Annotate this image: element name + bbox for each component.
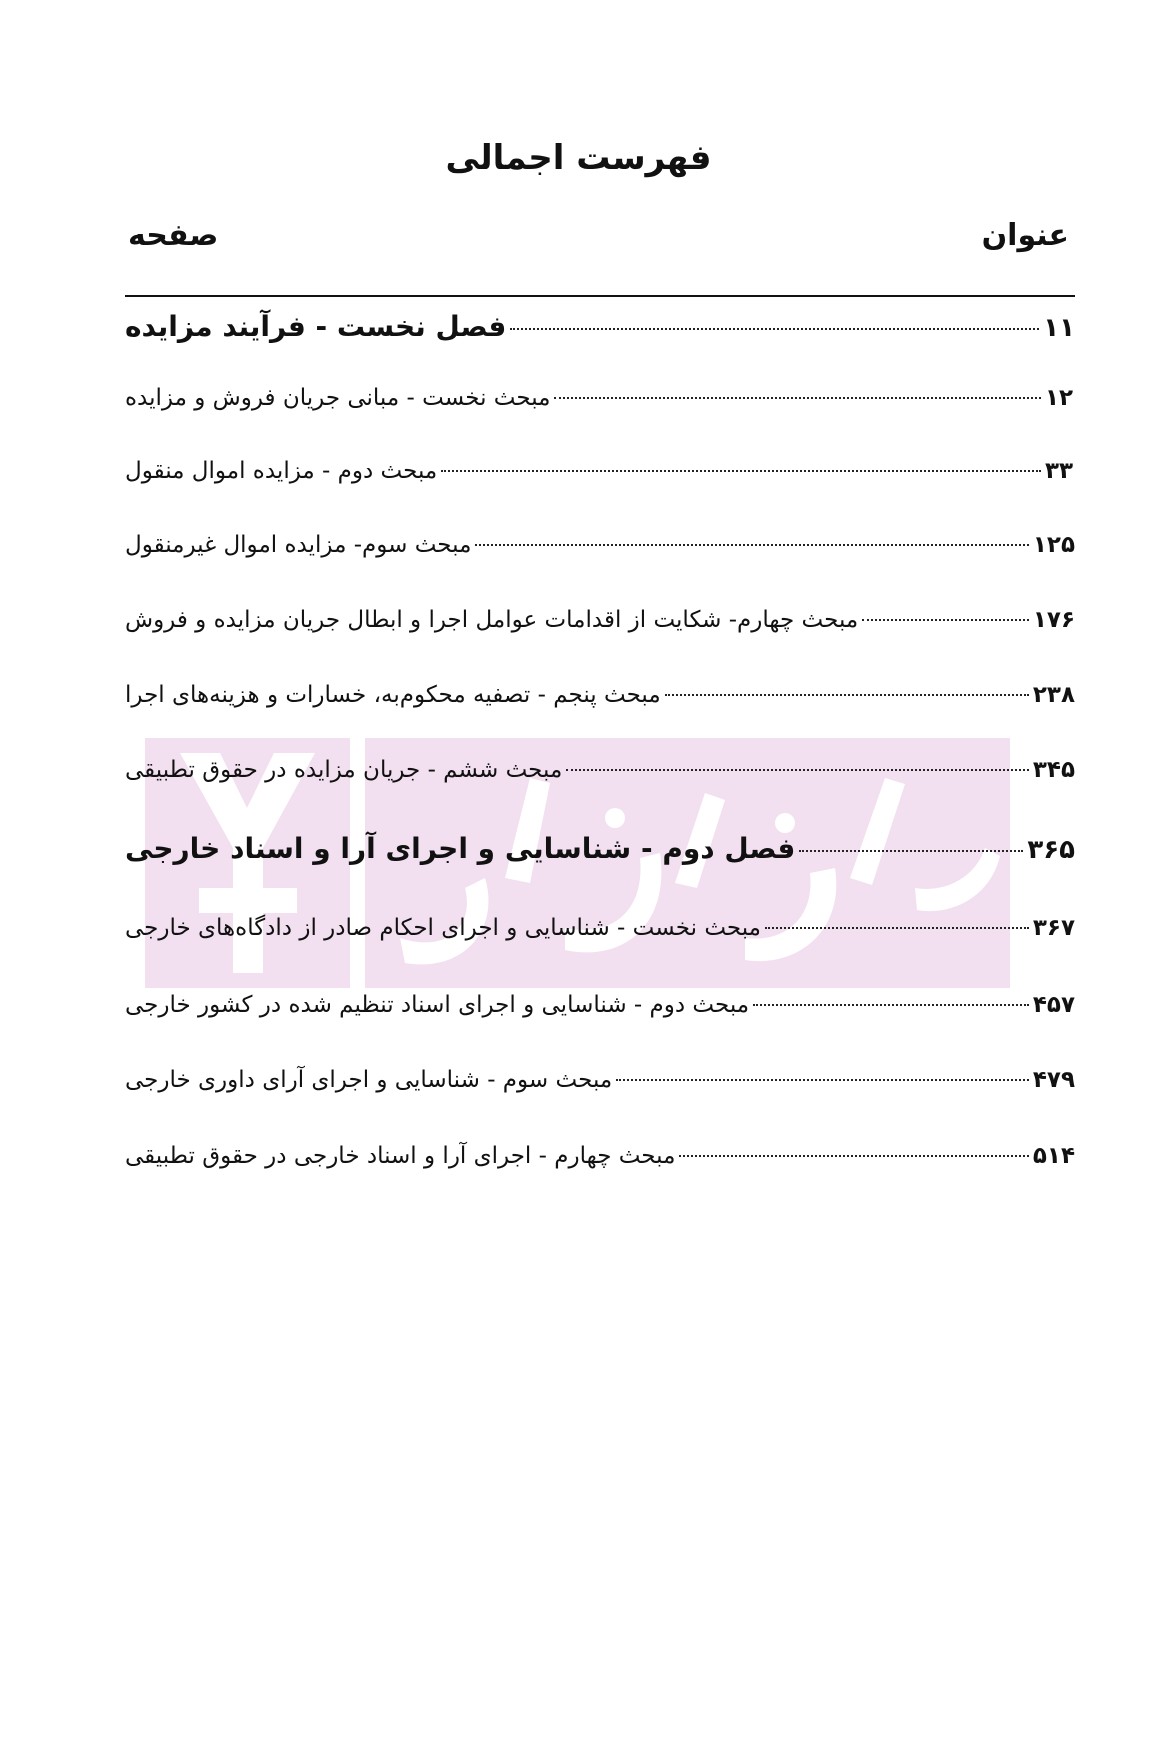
toc-entry[interactable] — [125, 682, 1075, 732]
toc-entry-label: فصل دوم - شناسایی و اجرای آرا و اسناد خارجی — [125, 832, 796, 865]
toc-entry-label: مبحث سوم - شناسایی و اجرای آرای داوری خارجی — [125, 1067, 613, 1093]
toc-entry-page: ۵۱۴ — [1032, 1143, 1075, 1169]
toc-entry[interactable] — [125, 1143, 1075, 1193]
toc-entry[interactable] — [125, 607, 1075, 657]
dot-leader — [616, 1079, 1029, 1081]
toc-entry[interactable] — [125, 915, 1075, 965]
toc-entry-label: مبحث نخست - مبانی جریان فروش و مزایده — [125, 385, 551, 411]
dot-leader — [566, 769, 1029, 771]
toc-entry[interactable] — [125, 458, 1075, 508]
toc-entry-page: ۳۶۷ — [1032, 915, 1075, 941]
toc-entry-label: مبحث دوم - شناسایی و اجرای اسناد تنظیم شده در کشور خارجی — [125, 992, 750, 1018]
toc-entry-label: فصل نخست - فرآیند مزایده — [125, 310, 507, 343]
dot-leader — [799, 850, 1023, 852]
toc-entry-label: مبحث ششم - جریان مزایده در حقوق تطبیقی — [125, 757, 563, 783]
toc-entry-page: ۴۷۹ — [1032, 1067, 1075, 1093]
toc-entry[interactable] — [125, 385, 1075, 435]
dot-leader — [665, 694, 1029, 696]
dot-leader — [679, 1155, 1028, 1157]
toc-entry-label: مبحث چهارم- شکایت از اقدامات عوامل اجرا و ابطال جریان مزایده و فروش — [125, 607, 859, 633]
toc-entry-page: ۱۲۵ — [1032, 532, 1075, 558]
toc-entry-page: ۳۴۵ — [1032, 757, 1075, 783]
toc-entry-label: مبحث سوم- مزایده اموال غیرمنقول — [125, 532, 472, 558]
toc-entry-page: ۱۲ — [1045, 385, 1074, 411]
header-divider — [125, 295, 1075, 297]
dot-leader — [475, 544, 1028, 546]
dot-leader — [510, 328, 1039, 330]
toc-entry-page: ۳۶۵ — [1027, 835, 1075, 865]
dot-leader — [765, 927, 1029, 929]
toc-entry-label: مبحث نخست - شناسایی و اجرای احکام صادر از دادگاه‌های خارجی — [125, 915, 762, 941]
toc-entry-page: ۱۷۶ — [1032, 607, 1075, 633]
page-title: فهرست اجمالی — [445, 138, 712, 178]
toc-entry[interactable] — [125, 532, 1075, 582]
dot-leader — [441, 470, 1041, 472]
toc-entry-page: ۲۳۸ — [1032, 682, 1075, 708]
toc-entry-label: مبحث پنجم - تصفیه محکوم‌به، خسارات و هزینه‌های اجرا — [125, 682, 661, 708]
title-column-header: عنوان — [981, 218, 1069, 253]
toc-entry[interactable] — [125, 757, 1075, 807]
toc-entry-page: ۴۵۷ — [1032, 992, 1075, 1018]
toc-entry[interactable] — [125, 992, 1075, 1042]
toc-entry[interactable] — [125, 1067, 1075, 1117]
toc-entry[interactable] — [125, 310, 1075, 360]
dot-leader — [554, 397, 1041, 399]
toc-entry-page: ۱۱ — [1043, 313, 1075, 343]
toc-entry-page: ۳۳ — [1045, 458, 1074, 484]
dot-leader — [753, 1004, 1029, 1006]
toc-entry-label: مبحث دوم - مزایده اموال منقول — [125, 458, 438, 484]
toc-entry[interactable] — [125, 832, 1075, 882]
toc-entry-label: مبحث چهارم - اجرای آرا و اسناد خارجی در حقوق تطبیقی — [125, 1143, 676, 1169]
dot-leader — [862, 619, 1029, 621]
page-column-header: صفحه — [128, 218, 219, 253]
